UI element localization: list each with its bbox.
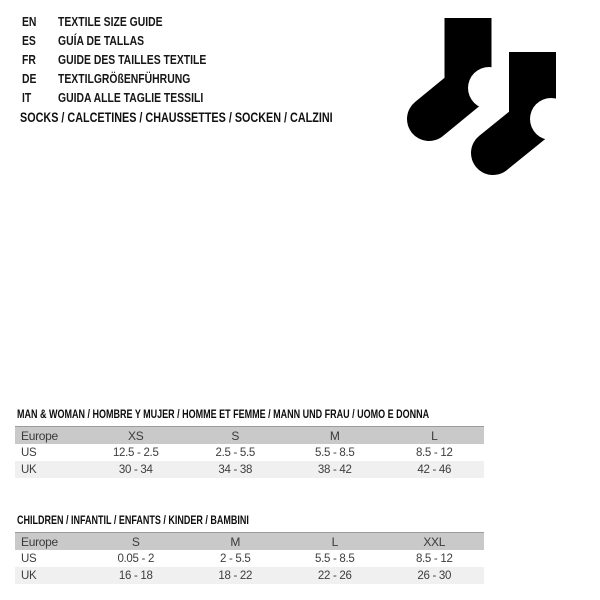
language-label: GUIDA ALLE TAGLIE TESSILI [58, 90, 204, 105]
region-label: UK [15, 567, 86, 584]
size-value: 8.5 - 12 [415, 552, 453, 565]
column-header: Europe [15, 426, 86, 444]
language-row [22, 69, 243, 88]
size-value: 2.5 - 5.5 [215, 446, 255, 459]
size-value: 34 - 38 [186, 461, 286, 478]
size-value: 22 - 26 [285, 567, 385, 584]
size-value: 38 - 42 [285, 461, 385, 478]
language-label: TEXTILGRÖßENFÜHRUNG [58, 71, 191, 86]
category-title: SOCKS / CALCETINES / CHAUSSETTES / SOCKEN / CALZINI [20, 110, 333, 125]
column-header: L [285, 532, 385, 550]
size-value: 5.5 - 8.5 [315, 552, 355, 565]
region-label: UK [15, 461, 86, 478]
heel-cutout [530, 98, 572, 140]
region-label: US [21, 552, 37, 565]
language-code: ES [22, 33, 36, 48]
language-label: GUÍA DE TALLAS [58, 33, 145, 48]
size-value: 5.5 - 8.5 [315, 446, 355, 459]
column-header: XS [86, 426, 186, 444]
size-value: 12.5 - 2.5 [112, 446, 159, 459]
language-row [22, 12, 243, 31]
size-value: 26 - 30 [385, 567, 485, 584]
language-row [22, 31, 243, 50]
region-label: US [21, 446, 37, 459]
language-code: FR [22, 52, 36, 67]
size-table [15, 532, 484, 584]
adults-size-table-section [15, 408, 484, 478]
column-header: S [86, 532, 186, 550]
column-header: L [385, 426, 485, 444]
size-table [15, 426, 484, 478]
language-row [22, 88, 243, 107]
size-value: 0.05 - 2 [117, 552, 155, 565]
size-value: 18 - 22 [186, 567, 286, 584]
language-code: EN [22, 14, 37, 29]
table-title: CHILDREN / INFANTIL / ENFANTS / KINDER / BAMBINI [17, 513, 249, 527]
table-title: MAN & WOMAN / HOMBRE Y MUJER / HOMME ET FEMME / MANN UND FRAU / UOMO E DONNA [17, 407, 430, 421]
column-header: M [285, 426, 385, 444]
socks-icon [395, 5, 580, 185]
column-header: S [186, 426, 286, 444]
size-value: 42 - 46 [385, 461, 485, 478]
language-row [22, 50, 243, 69]
language-label: GUIDE DES TAILLES TEXTILE [58, 52, 207, 67]
language-label: TEXTILE SIZE GUIDE [58, 14, 163, 29]
language-list [22, 12, 243, 107]
size-value: 2 - 5.5 [219, 552, 251, 565]
column-header: XXL [385, 532, 485, 550]
column-header: M [186, 532, 286, 550]
size-value: 16 - 18 [86, 567, 186, 584]
size-value: 8.5 - 12 [415, 446, 453, 459]
children-size-table-section [15, 514, 484, 584]
language-code: IT [22, 90, 32, 105]
column-header: Europe [15, 532, 86, 550]
language-code: DE [22, 71, 37, 86]
size-value: 30 - 34 [86, 461, 186, 478]
heel-cutout [468, 67, 510, 109]
